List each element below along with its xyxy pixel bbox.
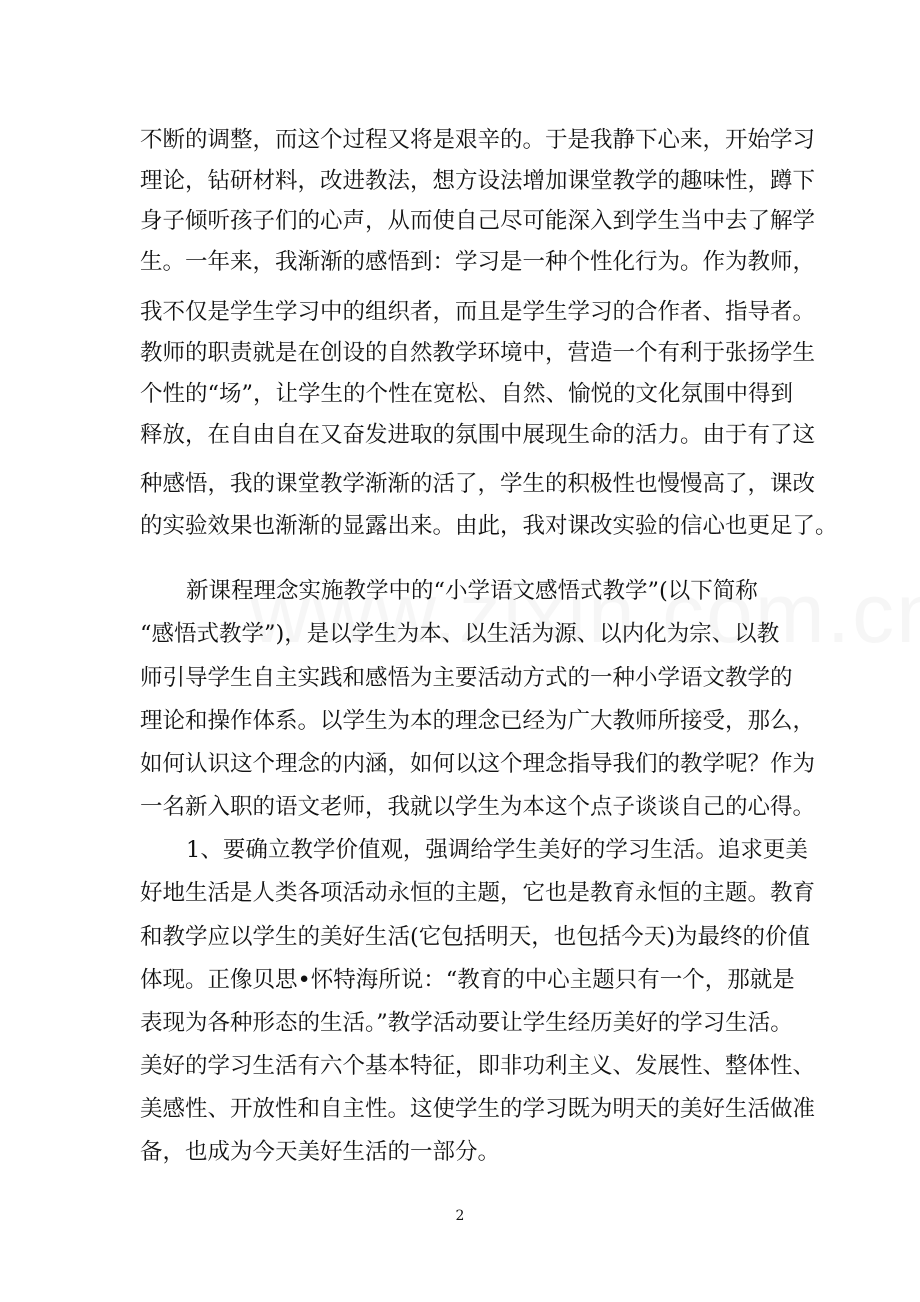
text-line: 种感悟，我的课堂教学渐渐的活了，学生的积极性也慢慢高了，课改	[140, 471, 816, 497]
text-line: 理论，钻研材料，改进教法，想方设法增加课堂教学的趣味性，蹲下	[140, 168, 816, 194]
page-number: 2	[455, 1208, 465, 1224]
text-line: 和教学应以学生的美好生活(它包括明天，也包括今天)为最终的价值	[140, 924, 811, 950]
text-line: 的实验效果也渐渐的显露出来。由此，我对课改实验的信心也更足了。	[140, 513, 838, 539]
text-line: 不断的调整，而这个过程又将是艰辛的。于是我静下心来，开始学习	[140, 127, 816, 153]
text-line: 表现为各种形态的生活。”教学活动要让学生经历美好的学习生活。	[140, 1010, 793, 1036]
text-line: 一名新入职的语文老师，我就以学生为本这个点子谈谈自己的心得。	[140, 794, 816, 820]
text-line: 生。一年来，我渐渐的感悟到：学习是一种个性化行为。作为教师，	[140, 249, 816, 275]
text-line: 美好的学习生活有六个基本特征，即非功利主义、发展性、整体性、	[140, 1053, 816, 1079]
text-line: 体现。正像贝思•怀特海所说：“教育的中心主题只有一个，那就是	[140, 967, 795, 993]
text-line: 如何认识这个理念的内涵，如何以这个理念指导我们的教学呢？作为	[140, 751, 816, 777]
text-line: 好地生活是人类各项活动永恒的主题，它也是教育永恒的主题。教育	[140, 880, 816, 906]
text-line: 理论和操作体系。以学生为本的理念已经为广大教师所接受，那么，	[140, 708, 816, 734]
text-line: 备，也成为今天美好生活的一部分。	[140, 1139, 501, 1165]
text-line: 教师的职责就是在创设的自然教学环境中，营造一个有利于张扬学生	[140, 340, 816, 366]
text-line: 师引导学生自主实践和感悟为主要活动方式的一种小学语文教学的	[140, 665, 793, 691]
text-line: 释放，在自由自在又奋发进取的氛围中展现生命的活力。由于有了这	[140, 422, 816, 448]
text-line: 1、要确立教学价值观，强调给学生美好的学习生活。追求更美	[186, 837, 808, 863]
text-line: 美感性、开放性和自主性。这使学生的学习既为明天的美好生活做准	[140, 1096, 816, 1122]
text-line: 身子倾听孩子们的心声，从而使自己尽可能深入到学生当中去了解学	[140, 208, 816, 234]
text-line: “感悟式教学”)，是以学生为本、以生活为源、以内化为宗、以教	[140, 621, 780, 647]
text-line: 我不仅是学生学习中的组织者，而且是学生学习的合作者、指导者。	[140, 299, 816, 325]
text-line: 新课程理念实施教学中的“小学语文感悟式教学”(以下简称	[186, 578, 758, 604]
text-line: 个性的“场”，让学生的个性在宽松、自然、愉悦的文化氛围中得到	[140, 381, 794, 407]
